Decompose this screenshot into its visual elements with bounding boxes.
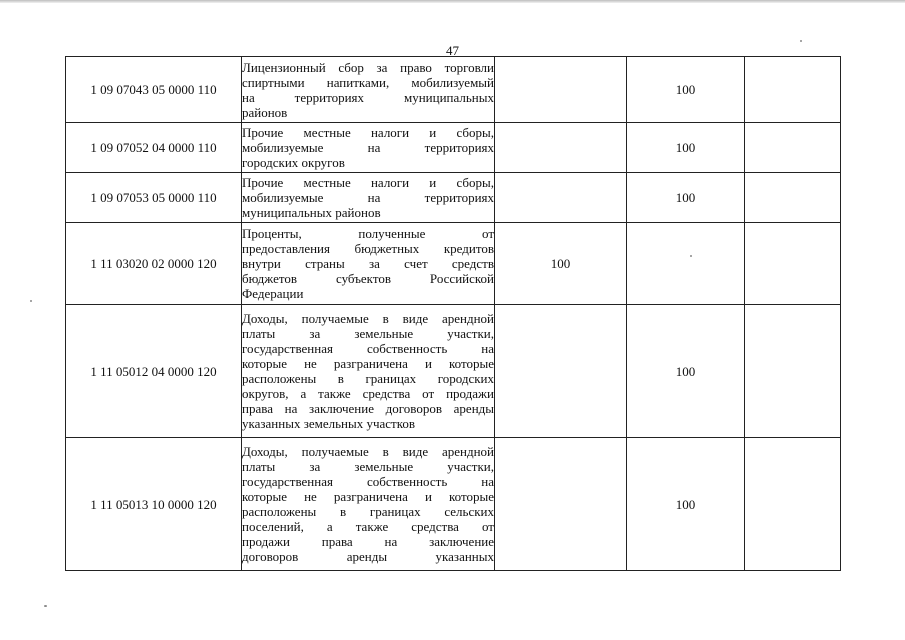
normative-cell-2 xyxy=(627,223,745,305)
table-row xyxy=(66,123,841,173)
name-line-last: указанных земельных участков xyxy=(242,416,416,431)
table-row xyxy=(66,173,841,223)
name-line: которые не разграничена и которые xyxy=(242,489,494,504)
revenue-name-cell xyxy=(242,305,495,438)
name-line: государственная собственность на xyxy=(242,474,494,489)
normative-cell-2: 100 xyxy=(627,438,745,571)
name-line: Доходы, получаемые в виде арендной xyxy=(242,444,494,459)
name-line: расположены в границах сельских xyxy=(242,504,494,519)
name-line: продажи права на заключение xyxy=(242,534,494,549)
revenue-name-cell xyxy=(242,123,495,173)
name-line-last: Федерации xyxy=(242,286,304,301)
name-line: спиртными напитками, мобилизуемый xyxy=(242,74,494,90)
name-line: расположены в границах городских xyxy=(242,371,494,386)
name-line: мобилизуемые на территориях xyxy=(242,190,494,205)
table-row xyxy=(66,223,841,305)
name-line-last: муниципальных районов xyxy=(242,205,381,220)
table-row xyxy=(66,438,841,571)
budget-code-cell: 1 11 05012 04 0000 120 xyxy=(66,305,242,438)
scan-speck xyxy=(30,300,32,302)
budget-code-cell: 1 09 07053 05 0000 110 xyxy=(66,173,242,223)
revenue-name-cell xyxy=(242,438,495,571)
table-row xyxy=(66,57,841,123)
name-line: платы за земельные участки, xyxy=(242,326,494,341)
normative-cell-2: 100 xyxy=(627,305,745,438)
name-line: Прочие местные налоги и сборы, xyxy=(242,175,494,190)
name-line-last: районов xyxy=(242,104,288,120)
name-line: платы за земельные участки, xyxy=(242,459,494,474)
budget-code-cell: 1 09 07043 05 0000 110 xyxy=(66,57,242,123)
scan-speck xyxy=(44,605,47,607)
page-number: 47 xyxy=(446,43,459,58)
normative-cell-1 xyxy=(495,438,627,571)
revenue-name-cell xyxy=(242,223,495,305)
normative-cell-3 xyxy=(745,305,841,438)
name-line: на территориях муниципальных xyxy=(242,89,494,105)
table-body xyxy=(66,57,841,571)
scan-speck xyxy=(690,255,692,257)
table-row xyxy=(66,305,841,438)
name-line: округов, а также средства от продажи xyxy=(242,386,494,401)
name-line: Доходы, получаемые в виде арендной xyxy=(242,311,494,326)
normative-cell-1 xyxy=(495,57,627,123)
normative-cell-3 xyxy=(745,173,841,223)
name-line: внутри страны за счет средств xyxy=(242,256,494,271)
budget-code-cell: 1 11 05013 10 0000 120 xyxy=(66,438,242,571)
normative-cell-3 xyxy=(745,438,841,571)
name-line: договоров аренды указанных xyxy=(242,549,494,564)
normative-cell-1: 100 xyxy=(495,223,627,305)
name-line-last: городских округов xyxy=(242,155,345,170)
name-line: бюджетов субъектов Российской xyxy=(242,271,494,286)
normative-cell-3 xyxy=(745,123,841,173)
name-line: поселений, а также средства от xyxy=(242,519,494,534)
scan-speck xyxy=(800,40,802,42)
revenue-name-cell xyxy=(242,57,495,123)
normative-cell-2: 100 xyxy=(627,123,745,173)
normative-cell-3 xyxy=(745,223,841,305)
name-line: мобилизуемые на территориях xyxy=(242,140,494,155)
normative-cell-1 xyxy=(495,305,627,438)
normative-cell-2: 100 xyxy=(627,173,745,223)
name-line: государственная собственность на xyxy=(242,341,494,356)
name-line: предоставления бюджетных кредитов xyxy=(242,241,494,256)
name-line: Лицензионный сбор за право торговли xyxy=(242,59,494,75)
name-line: Проценты, полученные от xyxy=(242,226,494,241)
normative-cell-1 xyxy=(495,173,627,223)
name-line: Прочие местные налоги и сборы, xyxy=(242,125,494,140)
budget-code-cell: 1 11 03020 02 0000 120 xyxy=(66,223,242,305)
normative-cell-3 xyxy=(745,57,841,123)
revenue-name-cell xyxy=(242,173,495,223)
normative-cell-1 xyxy=(495,123,627,173)
normative-cell-2: 100 xyxy=(627,57,745,123)
name-line: которые не разграничена и которые xyxy=(242,356,494,371)
budget-code-cell: 1 09 07052 04 0000 110 xyxy=(66,123,242,173)
scan-edge xyxy=(0,0,905,3)
name-line: права на заключение договоров аренды xyxy=(242,401,494,416)
revenue-table xyxy=(65,56,841,571)
